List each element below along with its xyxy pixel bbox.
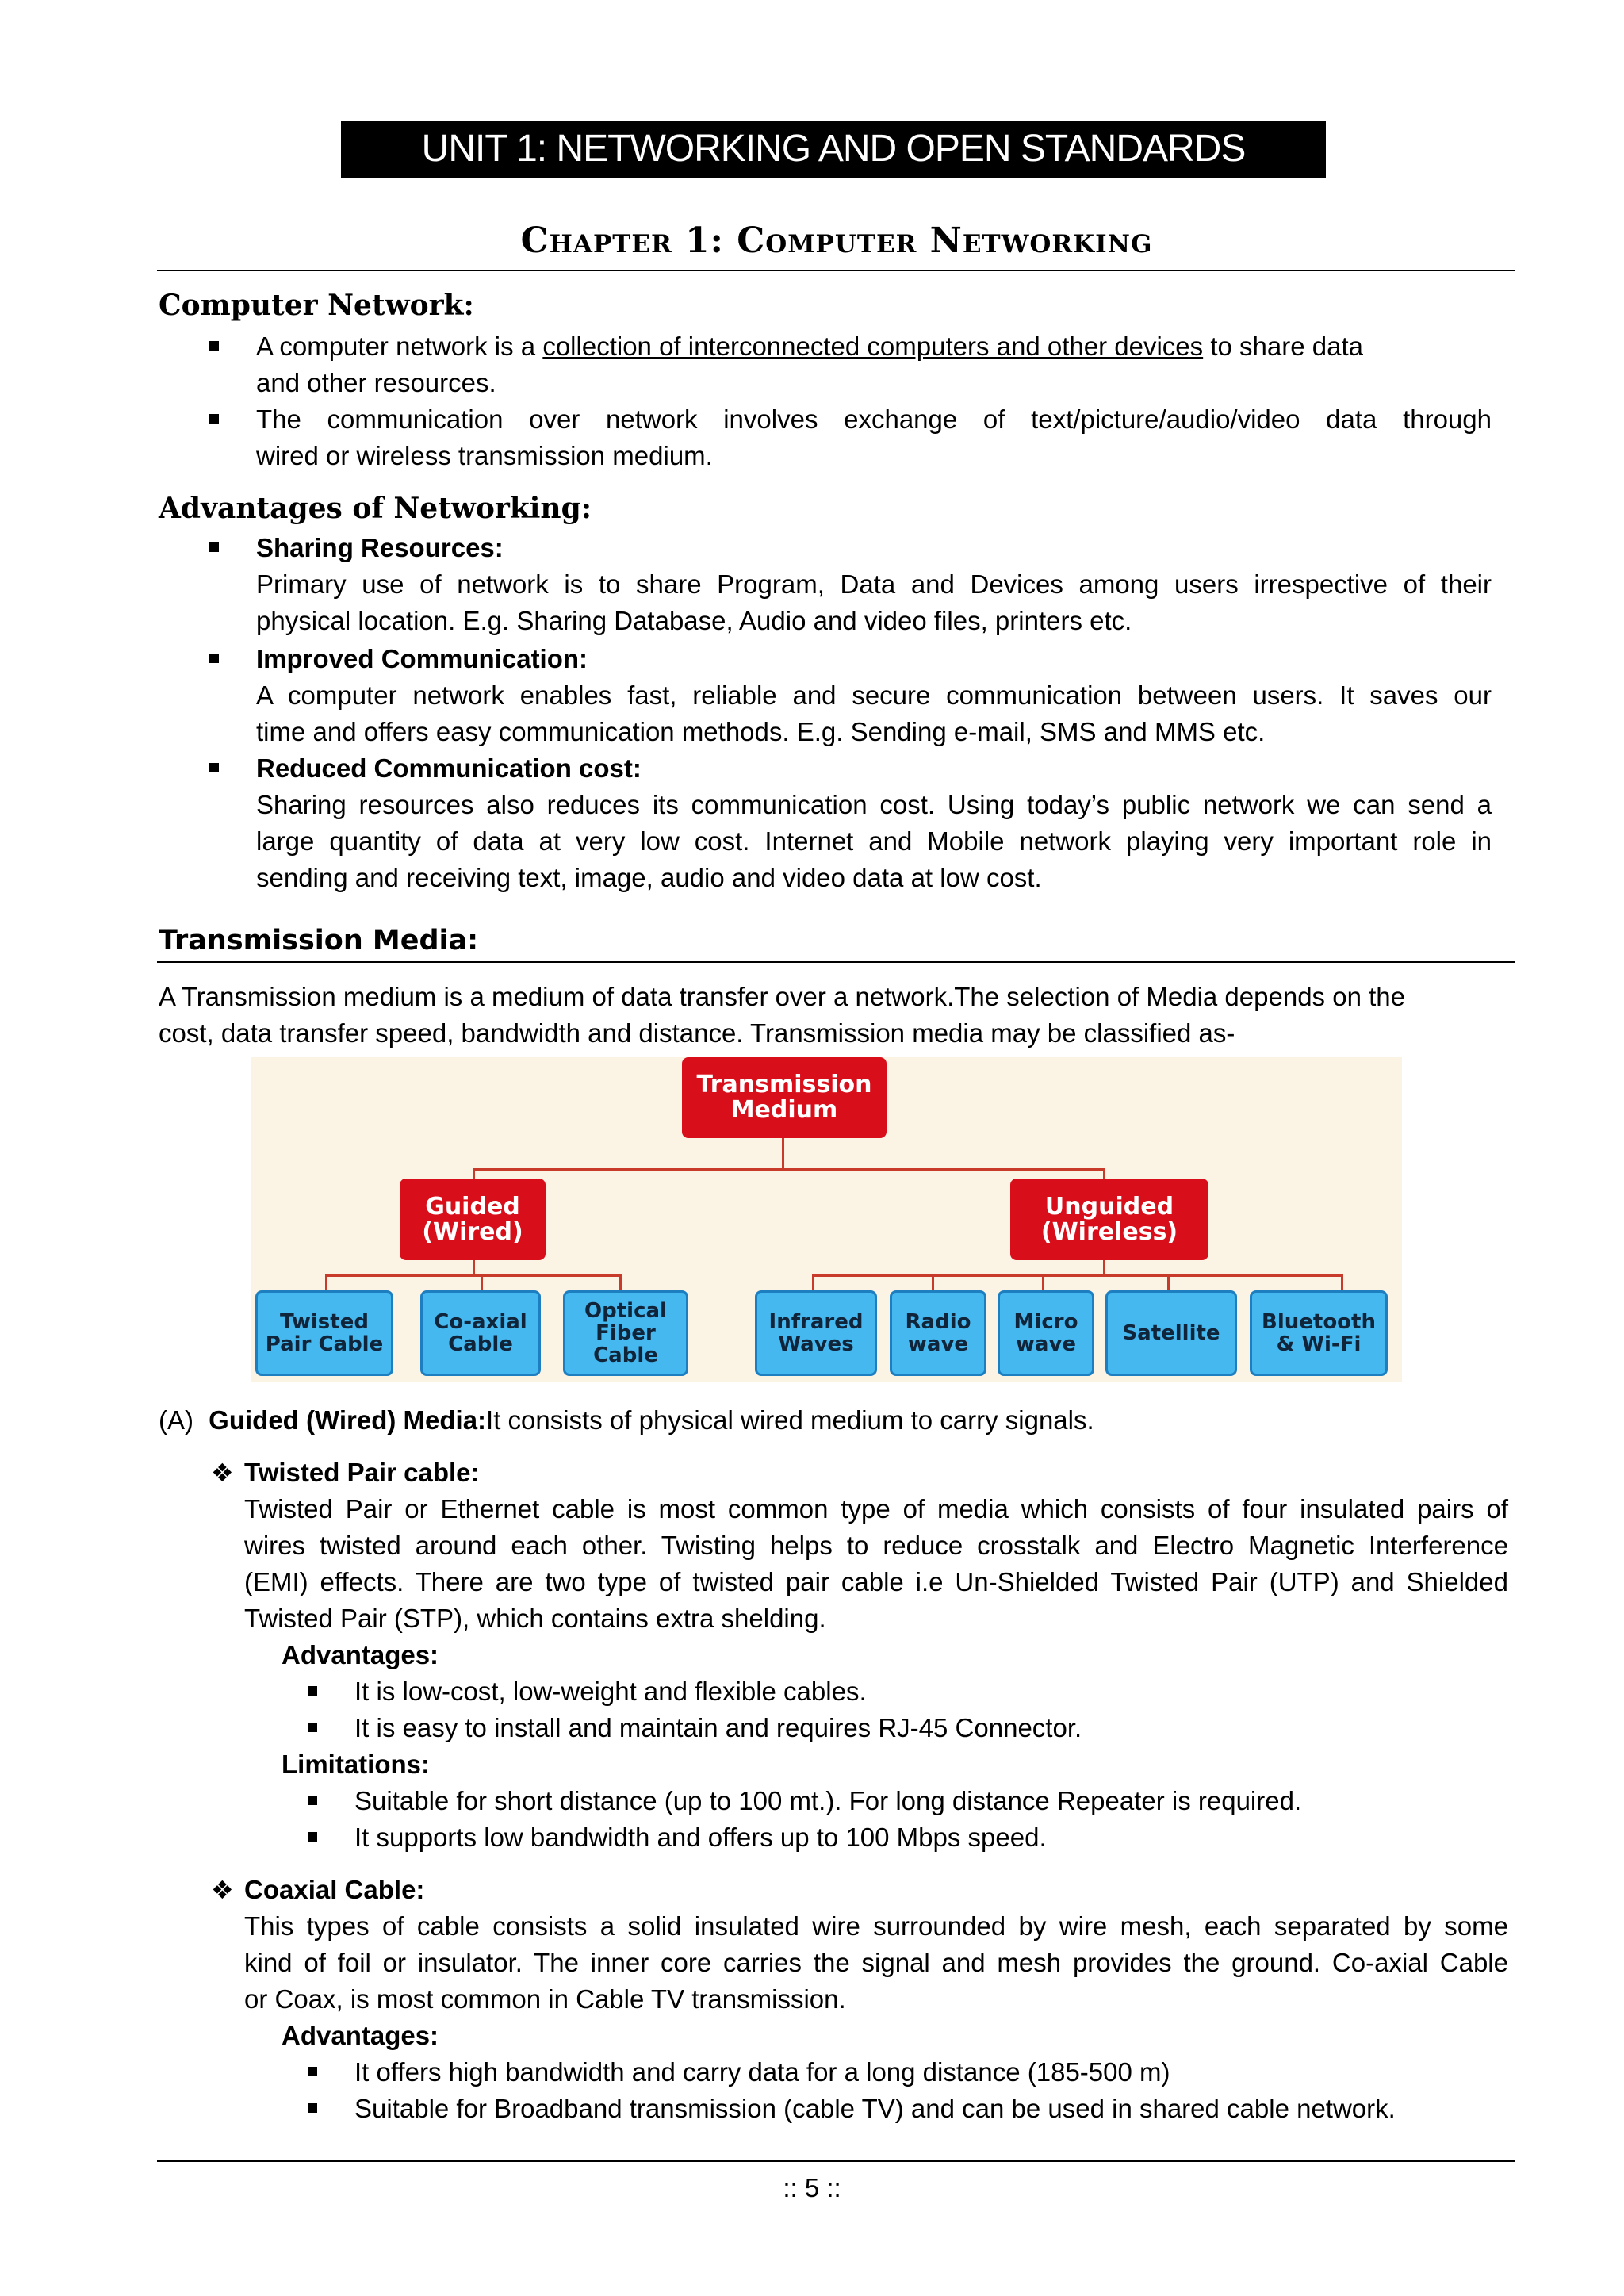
advantage-line: Primary use of network is to share Program, Data and Devices among users irrespective of their	[256, 569, 1492, 599]
bullet-icon	[308, 1832, 317, 1842]
node-guided: Guided (Wired)	[400, 1179, 546, 1260]
computer-network-bullet-2-line-1: The communication over network involves exchange of text/picture/audio/video data through	[256, 404, 1492, 434]
advantage-title: Improved Communication:	[256, 644, 588, 673]
bullet-icon	[308, 2103, 317, 2113]
connector	[481, 1274, 483, 1292]
advantage-title: Sharing Resources:	[256, 533, 504, 562]
advantage-line: sending and receiving text, image, audio and video data at low cost.	[256, 863, 1042, 892]
advantage-line: time and offers easy communication methods. E.g. Sending e-mail, SMS and MMS etc.	[256, 717, 1266, 746]
node-unguided: Unguided (Wireless)	[1010, 1179, 1208, 1260]
bullet-icon	[209, 414, 219, 424]
computer-network-bullet-1-line-1: A computer network is a collection of interconnected computers and other devices to share data	[256, 332, 1363, 361]
transmission-media-diagram	[251, 1057, 1402, 1382]
advantage-line: physical location. E.g. Sharing Database, Audio and video files, printers etc.	[256, 606, 1132, 635]
node-micro: Micro wave	[998, 1290, 1094, 1376]
coaxial-advantage: It offers high bandwidth and carry data for a long distance (185-500 m)	[354, 2057, 1170, 2087]
connector	[325, 1274, 620, 1277]
node-infrared: Infrared Waves	[755, 1290, 877, 1376]
twisted-pair-limitation: It supports low bandwidth and offers up to 100 Mbps speed.	[354, 1823, 1047, 1852]
twisted-pair-line: Twisted Pair or Ethernet cable is most common type of media which consists of four insulated pairs of	[244, 1494, 1508, 1524]
bullet-icon	[308, 1796, 317, 1805]
advantage-line: A computer network enables fast, reliable and secure communication between users. It saves our	[256, 680, 1492, 710]
twisted-pair-line: (EMI) effects. There are two type of twisted pair cable i.e Un-Shielded Twisted Pair (UTP) and Shielded	[244, 1567, 1508, 1596]
bullet-icon	[209, 763, 219, 772]
bullet-icon	[308, 1686, 317, 1696]
bullet-icon	[209, 341, 219, 351]
twisted-pair-limitation: Suitable for short distance (up to 100 mt.). For long distance Repeater is required.	[354, 1786, 1302, 1815]
twisted-pair-advantages-label: Advantages:	[282, 1640, 439, 1669]
unit-title: UNIT 1: NETWORKING AND OPEN STANDARDS	[341, 121, 1326, 178]
node-radio: Radio wave	[890, 1290, 986, 1376]
coaxial-line: kind of foil or insulator. The inner core carries the signal and mesh provides the ground. Co-axial Cable	[244, 1948, 1508, 1977]
connector	[325, 1274, 327, 1292]
connector	[1103, 1259, 1105, 1275]
node-twisted-pair: Twisted Pair Cable	[255, 1290, 393, 1376]
transmission-intro-line-2: cost, data transfer speed, bandwidth and distance. Transmission media may be classified as-	[159, 1018, 1235, 1048]
transmission-media-heading: Transmission Media:	[159, 925, 479, 956]
connector	[932, 1274, 934, 1292]
chapter-title: Chapter 1: Computer Networking	[520, 220, 1153, 261]
coaxial-advantages-label: Advantages:	[282, 2021, 439, 2050]
twisted-pair-title: Twisted Pair cable:	[244, 1458, 480, 1487]
twisted-pair-limitations-label: Limitations:	[282, 1750, 430, 1779]
connector	[812, 1274, 814, 1292]
twisted-pair-advantage: It is low-cost, low-weight and flexible cables.	[354, 1677, 867, 1706]
bullet-icon	[308, 2067, 317, 2076]
advantage-line: large quantity of data at very low cost. Internet and Mobile network playing very important role in	[256, 826, 1492, 856]
bullet-icon	[308, 1723, 317, 1732]
twisted-pair-line: Twisted Pair (STP), which contains extra shelding.	[244, 1604, 826, 1633]
diamond-bullet-icon: ❖	[211, 1458, 234, 1488]
connector	[1341, 1274, 1343, 1292]
bullet-icon	[209, 654, 219, 663]
twisted-pair-advantage: It is easy to install and maintain and requires RJ-45 Connector.	[354, 1713, 1082, 1742]
connector	[473, 1259, 475, 1275]
connector	[619, 1274, 622, 1292]
coaxial-line: or Coax, is most common in Cable TV transmission.	[244, 1984, 846, 2014]
coaxial-title: Coaxial Cable:	[244, 1875, 425, 1904]
divider	[157, 961, 1515, 963]
advantage-line: Sharing resources also reduces its communication cost. Using today’s public network we can send a	[256, 790, 1492, 819]
node-coaxial: Co-axial Cable	[420, 1290, 541, 1376]
guided-media-line: (A) Guided (Wired) Media:It consists of physical wired medium to carry signals.	[159, 1405, 1094, 1435]
connector	[1042, 1274, 1044, 1292]
coaxial-line: This types of cable consists a solid insulated wire surrounded by wire mesh, each separated by some	[244, 1911, 1508, 1941]
connector	[782, 1137, 784, 1169]
divider	[157, 270, 1515, 271]
computer-network-heading: Computer Network:	[159, 289, 474, 322]
transmission-intro-line-1: A Transmission medium is a medium of data transfer over a network.The selection of Media depends on the	[159, 982, 1405, 1011]
computer-network-bullet-2-line-2: wired or wireless transmission medium.	[256, 441, 713, 470]
node-transmission-medium: Transmission Medium	[682, 1057, 887, 1138]
node-bluetooth-wifi: Bluetooth & Wi-Fi	[1250, 1290, 1388, 1376]
footer-divider	[157, 2160, 1515, 2162]
advantages-heading: Advantages of Networking:	[159, 492, 592, 525]
connector	[473, 1168, 1104, 1171]
bullet-icon	[209, 542, 219, 552]
twisted-pair-line: wires twisted around each other. Twisting helps to reduce crosstalk and Electro Magnetic Interference	[244, 1531, 1508, 1560]
connector	[1167, 1274, 1170, 1292]
connector	[812, 1274, 1341, 1277]
node-satellite: Satellite	[1105, 1290, 1237, 1376]
diamond-bullet-icon: ❖	[211, 1875, 234, 1905]
page-number: :: 5 ::	[783, 2173, 841, 2202]
computer-network-bullet-1-line-2: and other resources.	[256, 368, 496, 397]
advantage-title: Reduced Communication cost:	[256, 753, 642, 783]
coaxial-advantage: Suitable for Broadband transmission (cable TV) and can be used in shared cable network.	[354, 2094, 1396, 2123]
node-optical-fiber: Optical Fiber Cable	[563, 1290, 688, 1376]
